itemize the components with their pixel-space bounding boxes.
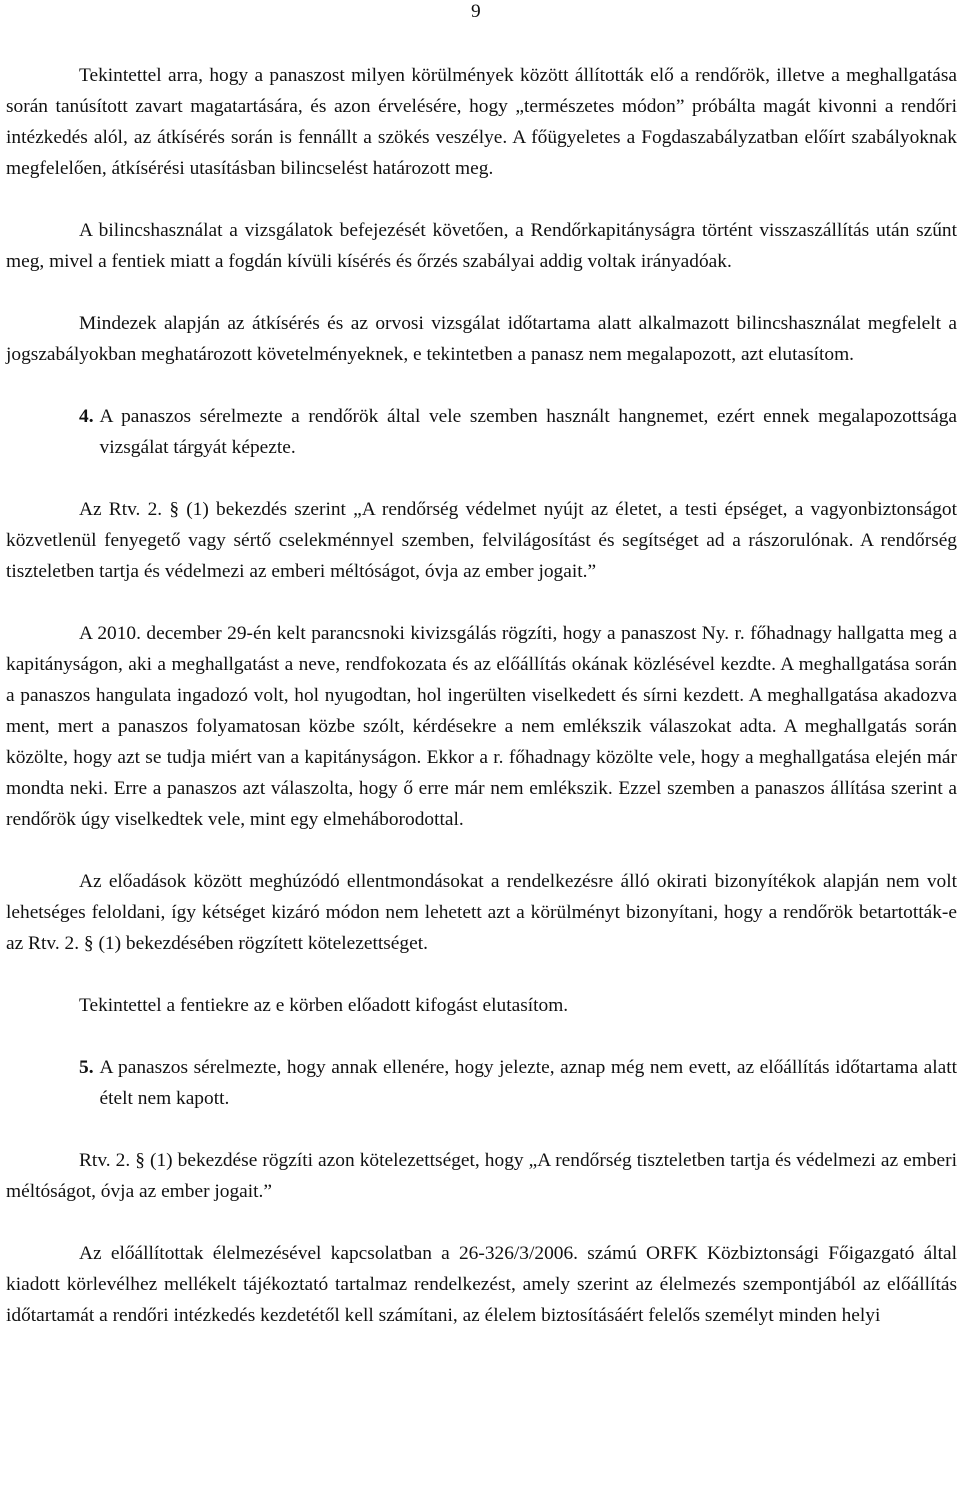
document-body: [6, 60, 957, 1331]
numbered-item-4: [6, 401, 957, 463]
paragraph-handcuff-duration: A bilincshasználat a vizsgálatok befejezését követően, a Rendőrkapitányságra történt visszaszállítás után szűnt meg, mivel a fentiek miatt a fogdán kívüli kísérés és őrzés szabályai addig voltak irányadóak.: [6, 220, 957, 272]
numbered-item-5: [6, 1052, 957, 1114]
paragraph-contradictions: Az előadások között meghúzódó ellentmondásokat a rendelkezésre álló okirati bizonyítékok alapján nem volt lehetséges feloldani, így kétséget kizáró módon nem lehetett azt a körülményt bizonyítani, hogy a rendőrök betartották-e az Rtv. 2. § (1) bekezdésében rögzített kötelezettséget.: [6, 871, 957, 954]
paragraph-catering: Az előállítottak élelmezésével kapcsolatban a 26-326/3/2006. számú ORFK Közbiztonsági Főigazgató által kiadott körlevélhez mellékelt tájékoztató tartalmaz rendelkezést, amely szerint az élelmezés szempontjából az előállítás időtartamát a rendőri intézkedés kezdetétől kell számítani, az élelem biztosításáért felelős személyt minden helyi: [6, 1243, 957, 1326]
item-number: 5.: [79, 1057, 94, 1078]
paragraph-rtv-obligation: Rtv. 2. § (1) bekezdése rögzíti azon kötelezettséget, hogy „A rendőrség tiszteletben tartja és védelmezi az emberi méltóságot, óvja az ember jogait.”: [6, 1150, 957, 1202]
item-text: A panaszos sérelmezte a rendőrök által vele szemben használt hangnemet, ezért ennek megalapozottsága vizsgálat tárgyát képezte.: [99, 406, 957, 458]
paragraph-investigation: A 2010. december 29-én kelt parancsnoki kivizsgálás rögzíti, hogy a panaszost Ny. r. főhadnagy hallgatta meg a kapitányságon, aki a meghallgatást a neve, rendfokozata és az előállítás okának közlésével kezdte. A meghallgatása során a panaszos hangulata ingadozó volt, hol nyugodtan, hol ingerülten viselkedett és sírni kezdett. A meghallgatása akadozva ment, mert a panaszos folyamatosan közbe szólt, kérdésekre a nem emlékszik válaszokat adta. A meghallgatás során közölte, hogy azt se tudja miért van a kapitányságon. Ekkor a r. főhadnagy közölte vele, hogy a meghallgatása elején már mondta neki. Erre a panaszos azt válaszolta, hogy ő erre már nem emlékszik. Ezzel szemben a panaszos állítása szerint a rendőrök úgy viselkedtek vele, mint egy elmeháborodottal.: [6, 623, 957, 830]
paragraph-rejection: Tekintettel a fentiekre az e körben előadott kifogást elutasítom.: [79, 995, 569, 1016]
page-number: 9: [471, 1, 481, 22]
item-number: 4.: [79, 406, 94, 427]
paragraph-handcuff-conclusion: Mindezek alapján az átkísérés és az orvosi vizsgálat időtartama alatt alkalmazott bilincshasználat megfelelt a jogszabályokban meghatározott követelményeknek, e tekintetben a panasz nem megalapozott, azt elutasítom.: [6, 313, 957, 365]
paragraph-escape-risk: Tekintettel arra, hogy a panaszost milyen körülmények között állították elő a rendőrök, illetve a meghallgatása során tanúsított zavart magatartására, és azon érvelésére, hogy „természetes módon” próbálta magát kivonni a rendőri intézkedés alól, az átkísérés során is fennállt a szökés veszélye. A főügyeletes a Fogdaszabályzatban előírt szabályoknak megfelelően, átkísérési utasításban bilincselést határozott meg.: [6, 65, 957, 179]
item-text: A panaszos sérelmezte, hogy annak ellenére, hogy jelezte, aznap még nem evett, az előállítás időtartama alatt ételt nem kapott.: [99, 1057, 957, 1109]
paragraph-rtv-quote: Az Rtv. 2. § (1) bekezdés szerint „A rendőrség védelmet nyújt az életet, a testi épséget, a vagyonbiztonságot közvetlenül fenyegető vagy sértő cselekménnyel szemben, felvilágosítást és segítséget ad a rászorulónak. A rendőrség tiszteletben tartja és védelmezi az emberi méltóságot, óvja az ember jogait.”: [6, 499, 957, 582]
